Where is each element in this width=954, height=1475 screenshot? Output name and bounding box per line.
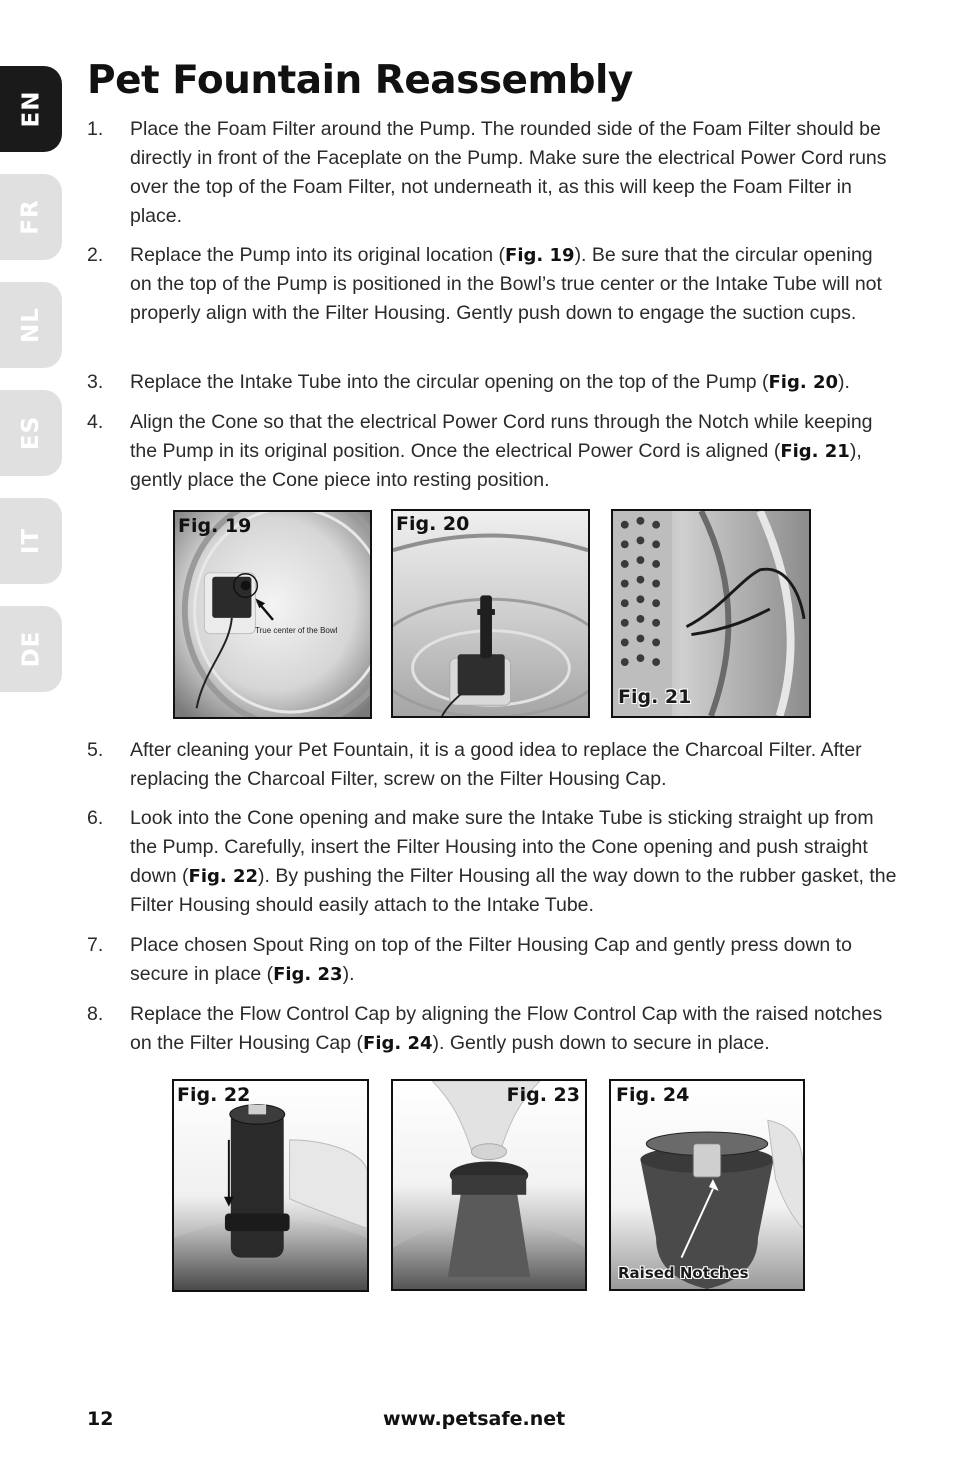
figure-label: Fig. 23 (506, 1084, 580, 1106)
figure-24 (609, 1079, 805, 1291)
step-number: 5. (87, 739, 104, 761)
tab-label: ES (18, 415, 44, 451)
tab-en[interactable] (0, 66, 62, 152)
step-number: 6. (87, 807, 104, 829)
step-text: After cleaning your Pet Fountain, it is a good idea to replace the Charcoal Filter. After replacing the Charcoal Filter, screw on the Filter Housing Cap. (130, 739, 862, 790)
step-text: Place chosen Spout Ring on top of the Filter Housing Cap and gently press down to secure in place (Fig. 23). (130, 934, 852, 985)
step-text: Align the Cone so that the electrical Power Cord runs through the Notch while keeping the Pump in its original position. Once the electrical Power Cord is aligned (Fig. 21), gently place the Cone piece into resting position. (130, 411, 873, 491)
figure-reference: Fig. 23 (273, 964, 343, 985)
step-1 (87, 115, 897, 231)
website-link[interactable]: www.petsafe.net (383, 1408, 566, 1430)
tab-label: DE (18, 630, 44, 668)
step-7 (87, 931, 897, 989)
figure-23-photo (393, 1081, 585, 1289)
figure-22 (172, 1079, 369, 1292)
tab-de[interactable] (0, 606, 62, 692)
figure-reference: Fig. 19 (505, 245, 575, 266)
step-4 (87, 408, 897, 495)
figure-21 (611, 509, 811, 718)
figure-24-photo (611, 1081, 803, 1289)
figure-label: Fig. 21 (618, 686, 692, 708)
page-title: Pet Fountain Reassembly (87, 58, 633, 103)
step-number: 1. (87, 118, 104, 140)
figure-label: Fig. 22 (177, 1084, 251, 1106)
figure-reference: Fig. 20 (768, 372, 839, 393)
step-2 (87, 241, 897, 328)
step-text: Replace the Intake Tube into the circular opening on the top of the Pump (Fig. 20). (130, 371, 850, 393)
step-6 (87, 804, 897, 920)
tab-label: IT (18, 527, 44, 555)
figure-reference: Fig. 24 (363, 1033, 433, 1054)
tab-label: EN (18, 90, 44, 128)
figure-reference: Fig. 21 (780, 441, 850, 462)
tab-nl[interactable] (0, 282, 62, 368)
figure-label: Fig. 20 (396, 513, 470, 535)
figure-22-photo (174, 1081, 367, 1290)
step-text: Replace the Pump into its original location (Fig. 19). Be sure that the circular opening on the top of the Pump is positioned in the Bowl’s true center or the Intake Tube will not properly align with the Filter Housing. Gently push down to engage the suction cups. (130, 244, 882, 324)
step-number: 4. (87, 411, 104, 433)
figure-20-photo (393, 511, 588, 716)
tab-label: FR (17, 199, 44, 235)
step-text: Replace the Flow Control Cap by aligning the Flow Control Cap with the raised notches on the Filter Housing Cap (Fig. 24). Gently push down to secure in place. (130, 1003, 883, 1054)
page-number: 12 (87, 1408, 114, 1430)
figure-reference: Fig. 22 (188, 866, 259, 887)
figure-19-photo (175, 512, 370, 717)
figure-label: Fig. 24 (616, 1084, 690, 1106)
figure-label: Fig. 19 (178, 515, 252, 537)
figure-callout: True center of the Bowl (255, 626, 338, 635)
figure-callout: Raised Notches (618, 1264, 749, 1282)
step-number: 3. (87, 371, 104, 393)
tab-fr[interactable] (0, 174, 62, 260)
step-number: 2. (87, 244, 104, 266)
figure-19 (173, 510, 372, 719)
figure-20 (391, 509, 590, 718)
step-text: Place the Foam Filter around the Pump. The rounded side of the Foam Filter should be directly in front of the Faceplate on the Pump. Make sure the electrical Power Cord runs over the top of the Foam Filter, not underneath it, as this will keep the Foam Filter in place. (130, 118, 887, 227)
step-3 (87, 368, 897, 397)
step-8 (87, 1000, 897, 1058)
figure-23 (391, 1079, 587, 1291)
tab-it[interactable] (0, 498, 62, 584)
tab-label: NL (18, 307, 44, 343)
step-number: 8. (87, 1003, 104, 1025)
step-number: 7. (87, 934, 104, 956)
step-text: Look into the Cone opening and make sure the Intake Tube is sticking straight up from the Pump. Carefully, insert the Filter Housing into the Cone opening and push straight down (Fig. 22). By pushing the Filter Housing all the way down to the rubber gasket, the Filter Housing should easily attach to the Intake Tube. (130, 807, 897, 916)
step-5 (87, 736, 897, 794)
tab-es[interactable] (0, 390, 62, 476)
